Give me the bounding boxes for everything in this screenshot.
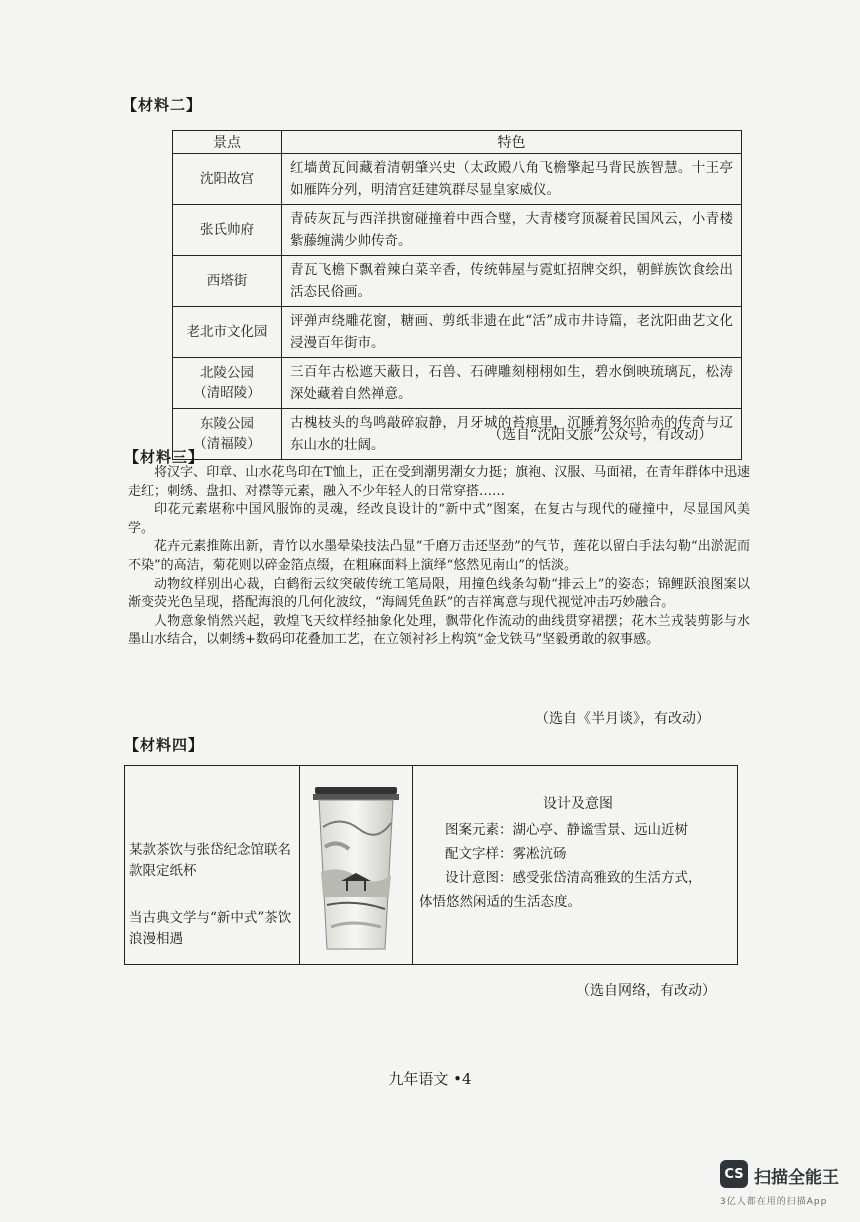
paragraph: 人物意象悄然兴起，敦煌飞天纹样经抽象化处理，飘带化作流动的曲线贯穿裙摆；花木兰戎装剪影与水墨山水结合，以刺绣+数码印花叠加工艺，在立领衬衫上构筑“金戈铁马”坚毅勇敢的叙事感。	[128, 613, 750, 648]
product-cell	[125, 766, 300, 964]
product-box	[124, 765, 738, 965]
material2-heading: 【材料二】	[122, 96, 203, 114]
design-title: 设计及意图	[543, 796, 613, 812]
pattern-elements: 图案元素：湖心亭、静谧雪景、远山近树	[445, 822, 688, 838]
spot-desc: 三百年古松遮天蔽日，石兽、石碑雕刻栩栩如生，碧水倒映琉璃瓦，松涛深处藏着自然禅意。	[282, 358, 742, 409]
spot-desc: 青砖灰瓦与西洋拱窗碰撞着中西合璧，大青楼穹顶凝着民国风云，小青楼紫藤缠满少帅传奇。	[282, 205, 742, 256]
spot-name: 东陵公园 （清福陵）	[173, 409, 282, 460]
paragraph: 动物纹样别出心裁，白鹤衔云纹突破传统工笔局限，用撞色线条勾勒“排云上”的姿态；锦鲤跃浪图案以渐变荧光色呈现，搭配海浪的几何化波纹，“海阔凭鱼跃”的吉祥寓意与现代视觉冲击巧妙融合。	[128, 576, 750, 611]
table-row	[173, 307, 742, 358]
product-name: 某款茶饮与张岱纪念馆联名款限定纸杯	[129, 842, 291, 879]
material3-heading: 【材料三】	[124, 448, 205, 466]
scanner-watermark	[720, 1160, 850, 1210]
paragraph: 印花元素堪称中国风服饰的灵魂，经改良设计的“新中式”图案，在复古与现代的碰撞中，尽显国风美学。	[128, 502, 750, 536]
scenic-spots-table	[172, 130, 742, 460]
page-footer: 九年语文 •4	[388, 1070, 472, 1088]
spot-name: 老北市文化园	[173, 307, 282, 358]
design-intent-cont: 体悟悠然闲适的生活态度。	[419, 894, 581, 910]
material4-heading: 【材料四】	[124, 736, 205, 754]
spot-name: 北陵公园 （清昭陵）	[173, 358, 282, 409]
paragraph: 花卉元素推陈出新，青竹以水墨晕染技法凸显“千磨万击还坚劲”的气节，莲花以留白手法勾勒“出淤泥而不染”的高洁，菊花则以碎金箔点缀，在粗麻面料上演绎“悠然见南山”的恬淡。	[128, 539, 750, 573]
product-tagline: 当古典文学与“新中式”茶饮浪漫相遇	[129, 910, 292, 947]
table-row	[173, 205, 742, 256]
text-style: 配文字样：雾凇沆砀	[445, 846, 567, 862]
design-intent: 设计意图：感受张岱清高雅致的生活方式，	[445, 870, 702, 886]
material3-source: （选自《半月谈》，有改动）	[535, 711, 710, 727]
paragraph: 将汉字、印章、山水花鸟印在T恤上，正在受到潮男潮女力挺；旗袍、汉服、马面裙，在青年群体中迅速走红；刺绣、盘扣、对襟等元素，融入不少年轻人的日常穿搭……	[128, 465, 750, 499]
material4-source: （选自网络，有改动）	[576, 983, 716, 999]
spot-desc: 评弹声绕雕花窗，糖画、剪纸非遗在此“活”成市井诗篇，老沈阳曲艺文化浸漫百年街市。	[282, 307, 742, 358]
camscanner-logo-icon: CS	[720, 1160, 748, 1188]
spot-name: 张氏帅府	[173, 205, 282, 256]
spot-desc: 青瓦飞檐下飘着辣白菜辛香，传统韩屋与霓虹招牌交织，朝鲜族饮食绘出活态民俗画。	[282, 256, 742, 307]
table-row	[173, 358, 742, 409]
material3-body	[128, 464, 750, 650]
table-row	[173, 256, 742, 307]
watermark-sub: 3亿人都在用的扫描App	[720, 1197, 828, 1207]
watermark-name: 扫描全能王	[754, 1168, 839, 1188]
table-header-spot: 景点	[173, 131, 282, 154]
design-cell	[413, 766, 737, 964]
spot-desc: 红墙黄瓦间藏着清朝肇兴史（太政殿八角飞檐擎起马背民族智慧。十王亭如雁阵分列，明清宫廷建筑群尽显皇家威仪。	[282, 154, 742, 205]
material2-source: （选自“沈阳文旅”公众号，有改动）	[488, 427, 713, 443]
spot-desc: 古槐枝头的鸟鸣敲碎寂静，月牙城的苔痕里，沉睡着努尔哈赤的传奇与辽东山水的壮阔。	[282, 409, 742, 460]
spot-name: 沈阳故宫	[173, 154, 282, 205]
table-header-feature: 特色	[282, 131, 742, 154]
spot-name: 西塔街	[173, 256, 282, 307]
table-row	[173, 154, 742, 205]
cup-image-cell	[300, 766, 413, 964]
paper-cup-icon	[311, 777, 401, 953]
